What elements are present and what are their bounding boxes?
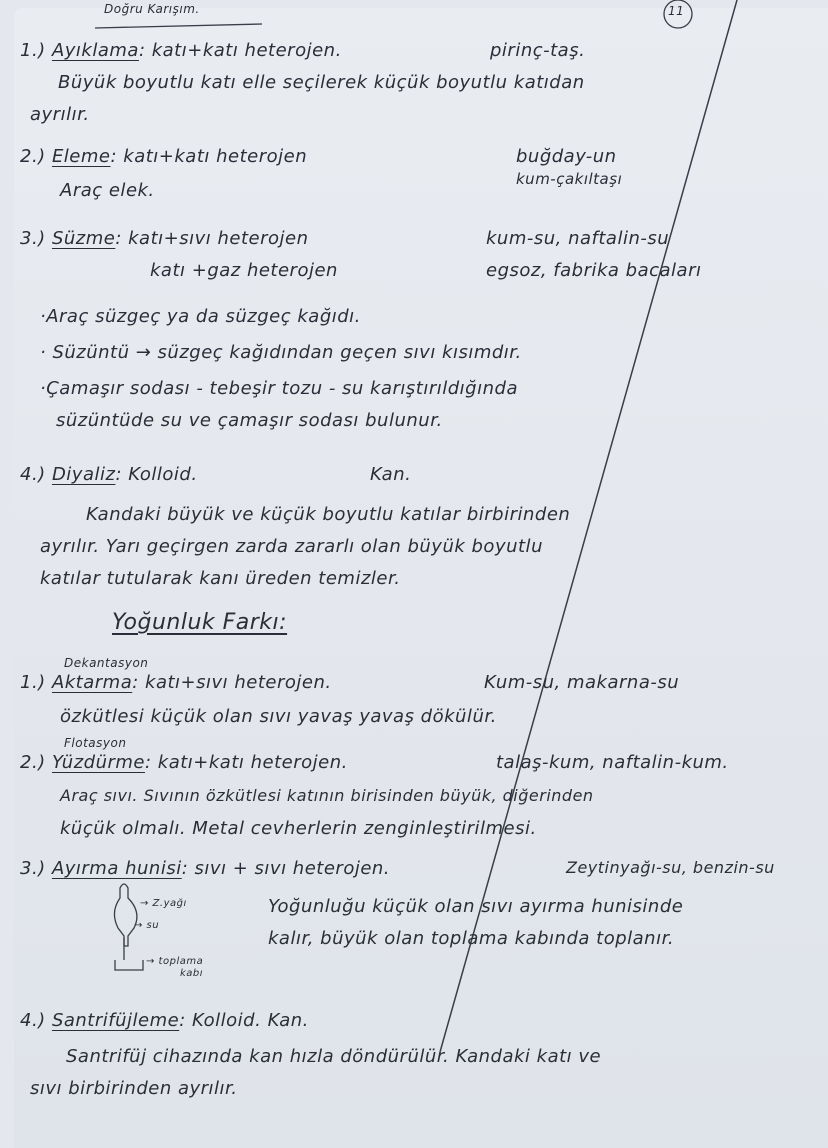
note-line: ·Çamaşır sodası - tebeşir tozu - su karıştırıldığında (40, 378, 518, 399)
example: Kum-su, makarna-su (484, 672, 680, 693)
note-line: ·Araç süzgeç ya da süzgeç kağıdı. (40, 306, 361, 327)
side-note: Dekantasyon (64, 656, 149, 670)
section-suzme (20, 228, 308, 249)
note-line: özkütlesi küçük olan sıvı yavaş yavaş dökülür. (60, 706, 497, 727)
method-desc: : katı+sıvı heterojen. (132, 672, 332, 693)
example: kum-çakıltaşı (516, 170, 623, 188)
method-desc: : Kolloid. (179, 1010, 262, 1031)
section-ayiklama (20, 40, 342, 61)
diagram-label: → Z.yağı (140, 898, 187, 909)
note-line: ayrılır. Yarı geçirgen zarda zararlı olan büyük boyutlu (40, 536, 543, 557)
item-number: 4.) (20, 1010, 46, 1031)
section-diyaliz (20, 464, 198, 485)
method-desc: : katı+sıvı heterojen (115, 228, 309, 249)
item-number: 3.) (20, 858, 46, 879)
example: pirinç-taş. (490, 40, 586, 61)
note-line: Yoğunluğu küçük olan sıvı ayırma hunisinde (268, 896, 684, 917)
note-line: katılar tutularak kanı üreden temizler. (40, 568, 401, 589)
note-line: Santrifüj cihazında kan hızla döndürülür. Kandaki katı ve (66, 1046, 602, 1067)
section-ayirma-hunisi (20, 858, 390, 879)
side-note: Flotasyon (64, 736, 127, 750)
section-title: Yoğunluk Farkı: (112, 610, 288, 635)
note-line: sıvı birbirinden ayrılır. (30, 1078, 238, 1099)
method-desc: katı +gaz heterojen (150, 260, 338, 281)
section-eleme (20, 146, 307, 167)
note-line: Kandaki büyük ve küçük boyutlu katılar birbirinden (86, 504, 571, 525)
method-name: Ayırma hunisi (51, 858, 182, 879)
method-name: Süzme (51, 228, 116, 249)
method-name: Eleme (51, 146, 111, 167)
item-number: 2.) (20, 146, 46, 167)
method-name: Diyaliz (51, 464, 116, 485)
example: Zeytinyağı-su, benzin-su (566, 858, 775, 877)
example: talaş-kum, naftalin-kum. (496, 752, 729, 773)
note-line: kalır, büyük olan toplama kabında toplanır. (268, 928, 675, 949)
method-desc: : sıvı + sıvı heterojen. (181, 858, 391, 879)
item-number: 2.) (20, 752, 46, 773)
header-topic: Doğru Karışım. (104, 2, 200, 16)
diagram-label: → su (134, 920, 160, 931)
note-line: · Süzüntü → süzgeç kağıdından geçen sıvı kısımdır. (40, 342, 522, 363)
note-line: süzüntüde su ve çamaşır sodası bulunur. (56, 410, 443, 431)
section-aktarma (20, 672, 332, 693)
item-number: 3.) (20, 228, 46, 249)
item-number: 1.) (20, 672, 46, 693)
note-line: ayrılır. (30, 104, 90, 125)
example: Kan. (267, 1010, 309, 1031)
section-yuzdurme (20, 752, 348, 773)
method-desc: : katı+katı heterojen. (144, 752, 348, 773)
section-santrifujleme (20, 1010, 309, 1031)
item-number: 1.) (20, 40, 46, 61)
example: egsoz, fabrika bacaları (486, 260, 702, 281)
diagram-label: → toplama (146, 956, 204, 967)
method-name: Aktarma (51, 672, 133, 693)
method-desc: : katı+katı heterojen (110, 146, 308, 167)
note-line: küçük olmalı. Metal cevherlerin zenginleştirilmesi. (60, 818, 537, 839)
example: buğday-un (516, 146, 617, 167)
diagram-label: kabı (180, 968, 204, 979)
example: Kan. (370, 464, 412, 485)
note-line: Büyük boyutlu katı elle seçilerek küçük boyutlu katıdan (58, 72, 585, 93)
method-name: Santrifüjleme (51, 1010, 180, 1031)
item-number: 4.) (20, 464, 46, 485)
method-name: Yüzdürme (51, 752, 145, 773)
page-number: 11 (668, 4, 685, 18)
method-desc: : katı+katı heterojen. (138, 40, 342, 61)
example: kum-su, naftalin-su (486, 228, 670, 249)
method-desc: : Kolloid. (115, 464, 198, 485)
method-name: Ayıklama (51, 40, 139, 61)
note-line: Araç elek. (60, 180, 155, 201)
note-line: Araç sıvı. Sıvının özkütlesi katının birisinden büyük, diğerinden (60, 786, 594, 805)
